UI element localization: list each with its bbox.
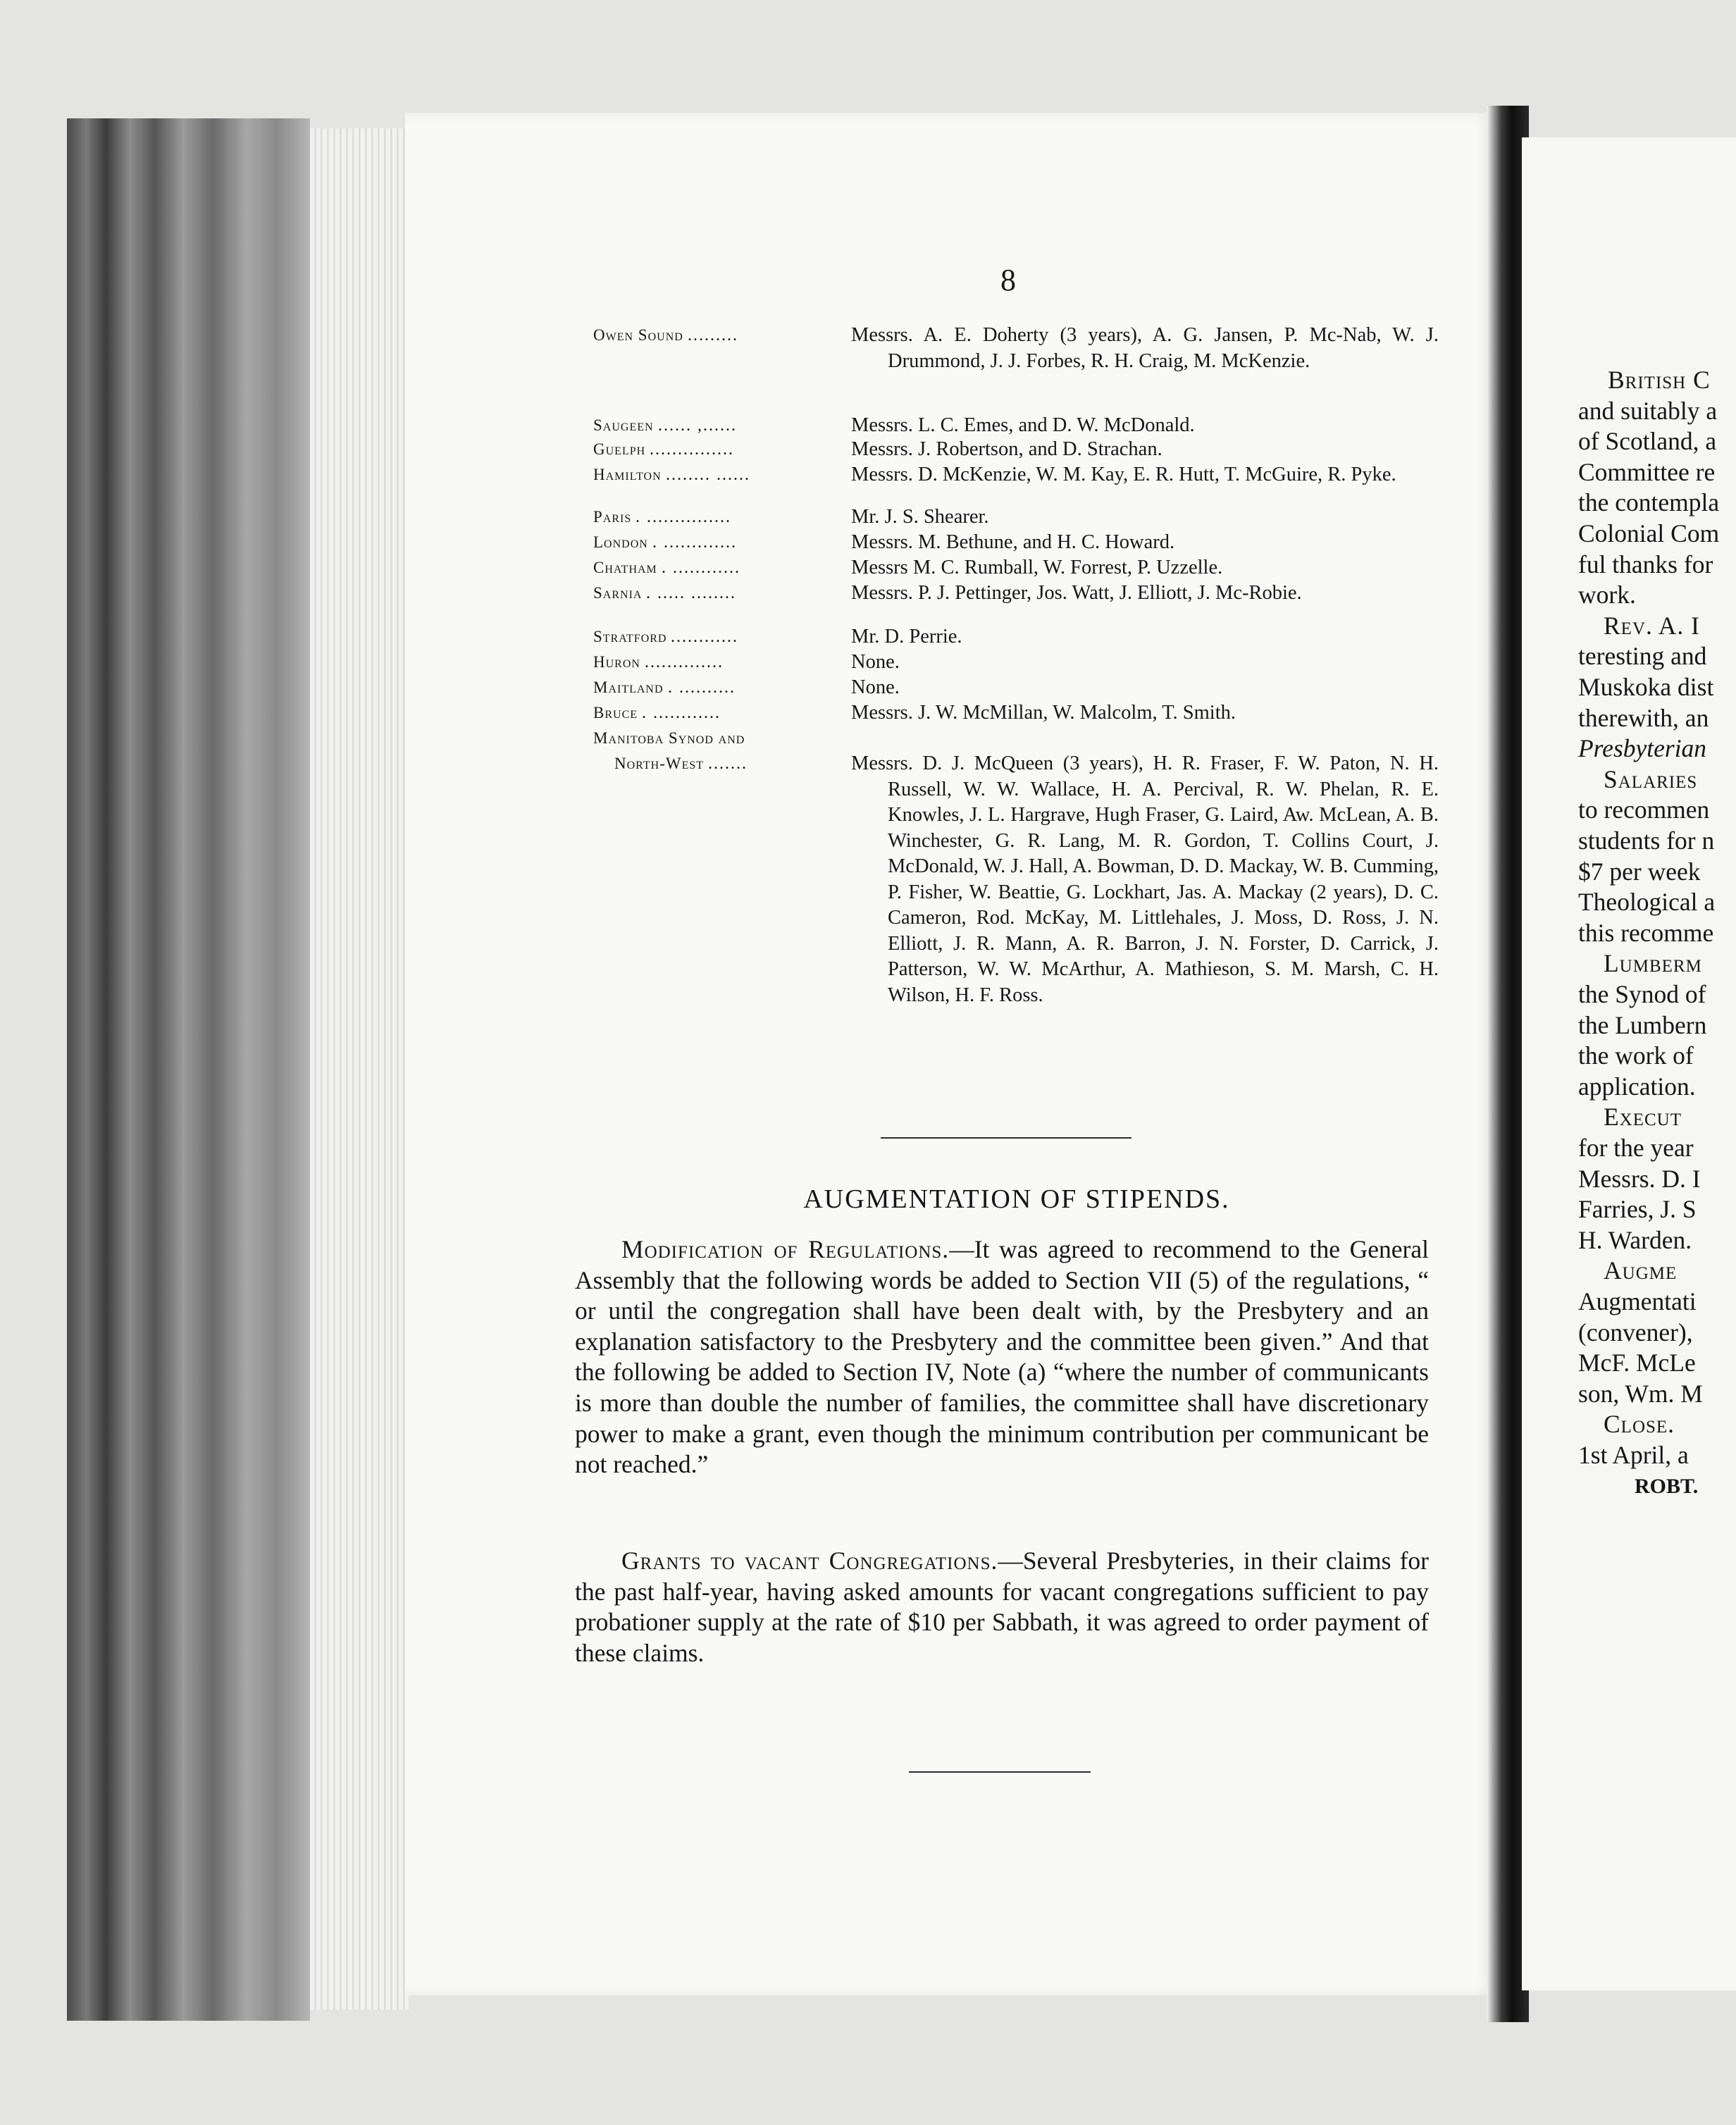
presbytery-name: Saugeen	[593, 416, 654, 434]
right-page-line: Salaries	[1604, 764, 1698, 793]
right-page-line: (convener),	[1578, 1318, 1693, 1346]
right-page-line: the Lumbern	[1578, 1010, 1707, 1039]
presbytery-members: Messrs. D. J. McQueen (3 years), H. R. Fraser, F. W. Paton, N. H. Russell, W. W. Wallace, H. A. Percival, R. W. Phelan, R. E. Knowles, J. L. Hargrave, Hugh Fraser, G. Laird, Aw. McLean, A. B. Winchester, G. R. Lang, M. R. Gordon, T. Collins Court, J. McDonald, W. J. Hall, A. Bowman, D. D. Mackay, W. B. Cumming, P. Fisher, W. Beattie, G. Lockhart, Jas. A. Mackay (2 years), D. C. Cameron, Rod. McKay, M. Littlehales, J. Moss, D. Ross, J. N. Elliott, J. R. Mann, A. R. Barron, J. N. Forster, D. Carrick, J. Patterson, W. W. McArthur, A. Mathieson, S. M. Marsh, C. H. Wilson, H. F. Ross.	[851, 752, 1439, 1006]
right-page-line: Augme	[1604, 1256, 1678, 1285]
page-stack	[310, 128, 409, 2009]
right-page-line: application.	[1578, 1072, 1696, 1101]
right-page-line: for the year	[1578, 1134, 1694, 1162]
divider-rule	[881, 1137, 1132, 1139]
dot-leader: . ...............	[636, 508, 731, 526]
right-page-line: Committee re	[1578, 457, 1716, 486]
right-page-line: Colonial Com	[1578, 519, 1720, 547]
dot-leader: ...... ,......	[658, 416, 737, 435]
dot-leader: . .............	[652, 533, 737, 552]
right-page-line: H. Warden.	[1578, 1225, 1692, 1254]
presbytery-members: Messrs. J. Robertson, and D. Strachan.	[851, 438, 1162, 460]
right-page-line: British C	[1608, 366, 1711, 394]
right-page-line: Messrs. D. I	[1578, 1164, 1701, 1193]
presbytery-members: Mr. J. S. Shearer.	[851, 506, 989, 528]
presbytery-members: Messrs. M. Bethune, and H. C. Howard.	[851, 531, 1175, 553]
presbytery-members: Messrs. P. J. Pettinger, Jos. Watt, J. Elliott, J. Mc-Robie.	[851, 582, 1302, 604]
right-page-line: teresting and	[1578, 642, 1707, 671]
dot-leader: .......	[708, 755, 748, 773]
right-page-line: work.	[1578, 581, 1636, 609]
right-page-line: the Synod of	[1578, 980, 1706, 1008]
right-page-line: therewith, an	[1578, 703, 1709, 732]
right-page-line: $7 per week	[1578, 857, 1701, 886]
presbytery-members: None.	[851, 676, 900, 698]
divider-rule	[909, 1771, 1091, 1773]
paragraph-grants	[575, 1546, 1429, 1668]
dot-leader: . ............	[642, 704, 721, 722]
right-page-line: Theological a	[1578, 888, 1716, 917]
presbytery-name: Hamilton	[593, 466, 662, 483]
presbytery-name: Stratford	[593, 628, 667, 645]
presbytery-name: Owen Sound	[593, 326, 683, 344]
presbytery-members: Messrs M. C. Rumball, W. Forrest, P. Uzzelle.	[851, 557, 1223, 578]
presbytery-name: North-West	[614, 755, 705, 772]
presbytery-name: Chatham	[593, 559, 657, 576]
left-page	[405, 113, 1494, 1995]
page-number: 8	[1000, 263, 1016, 297]
right-page-line: ROBT.	[1635, 1474, 1699, 1498]
right-page-line: and suitably a	[1578, 396, 1718, 425]
right-page-line: Execut	[1604, 1103, 1682, 1132]
dot-leader: . ..... ........	[646, 584, 736, 602]
right-page-line: of Scotland, a	[1578, 427, 1717, 456]
presbytery-name: Manitoba Synod and	[593, 729, 745, 747]
presbytery-name: Maitland	[593, 679, 664, 696]
paragraph-body: —It was agreed to recommend to the General Assembly that the following words be added to Section VII (5) of the regulations, “ or until the congregation shall have been dealt with, by the Presbytery and an explanation satisfactory to the Presbytery and the committee been given.” And that the following be added to Section IV, Note (a) “where the number of communicants is more than double the number of families, the committee shall have discretionary power to make a grant, even though the minimum contribution per communicant be not reached.”	[575, 1235, 1429, 1479]
presbytery-name: Sarnia	[593, 584, 643, 602]
right-page-line: 1st April, a	[1578, 1441, 1689, 1469]
section-heading: AUGMENTATION OF STIPENDS.	[803, 1184, 1230, 1214]
right-page-line: son, Wm. M	[1578, 1379, 1703, 1408]
right-page-line: this recomme	[1578, 918, 1714, 947]
book-fore-edge	[67, 118, 310, 2021]
right-page-line: Augmentati	[1578, 1287, 1697, 1315]
right-page-line: the work of	[1578, 1041, 1694, 1070]
dot-leader: ........ ......	[666, 466, 750, 484]
right-page-line: to recommen	[1578, 795, 1710, 824]
dot-leader: ...............	[650, 440, 734, 459]
presbytery-name: Paris	[593, 508, 632, 526]
dot-leader: ..............	[645, 653, 724, 671]
right-page-line: Farries, J. S	[1578, 1195, 1697, 1224]
paragraph-lead: Grants to vacant Congregations.	[621, 1547, 998, 1575]
right-page-line: Muskoka dist	[1578, 673, 1714, 701]
dot-leader: .........	[688, 326, 738, 345]
paragraph-lead: Modification of Regulations.	[621, 1235, 950, 1263]
right-page-line: McF. McLe	[1578, 1349, 1696, 1377]
right-page-line: students for n	[1578, 826, 1715, 855]
presbytery-members: Messrs. L. C. Emes, and D. W. McDonald.	[851, 414, 1195, 436]
paragraph-modification	[575, 1234, 1429, 1480]
dot-leader: . ............	[662, 559, 740, 577]
presbytery-name: London	[593, 533, 648, 551]
presbytery-name: Huron	[593, 653, 640, 671]
right-page-line: Presbyterian	[1578, 734, 1707, 763]
dot-leader: ............	[671, 628, 738, 646]
presbytery-members: None.	[851, 651, 900, 673]
presbytery-members: Messrs. A. E. Doherty (3 years), A. G. Jansen, P. Mc-Nab, W. J. Drummond, J. J. Forbes, R. H. Craig, M. McKenzie.	[851, 324, 1439, 372]
presbytery-name: Guelph	[593, 440, 646, 458]
right-page-line: ful thanks for	[1578, 550, 1713, 578]
right-page-line: Close.	[1604, 1410, 1675, 1439]
right-page-line: the contempla	[1578, 488, 1720, 517]
right-page-line: Rev. A. I	[1604, 611, 1701, 640]
paragraph-body: —Several Presbyteries, in their claims for the past half-year, having asked amounts for vacant congregations sufficient to pay probationer supply at the rate of $10 per Sabbath, it was agreed to order payment of these claims.	[575, 1547, 1429, 1667]
presbytery-name: Bruce	[593, 704, 638, 721]
presbytery-members: Mr. D. Perrie.	[851, 626, 962, 648]
presbytery-members: Messrs. D. McKenzie, W. M. Kay, E. R. Hutt, T. McGuire, R. Pyke.	[851, 464, 1396, 485]
presbytery-members: Messrs. J. W. McMillan, W. Malcolm, T. Smith.	[851, 702, 1236, 724]
dot-leader: . ..........	[668, 679, 736, 697]
right-page-line: Lumberm	[1604, 949, 1702, 978]
